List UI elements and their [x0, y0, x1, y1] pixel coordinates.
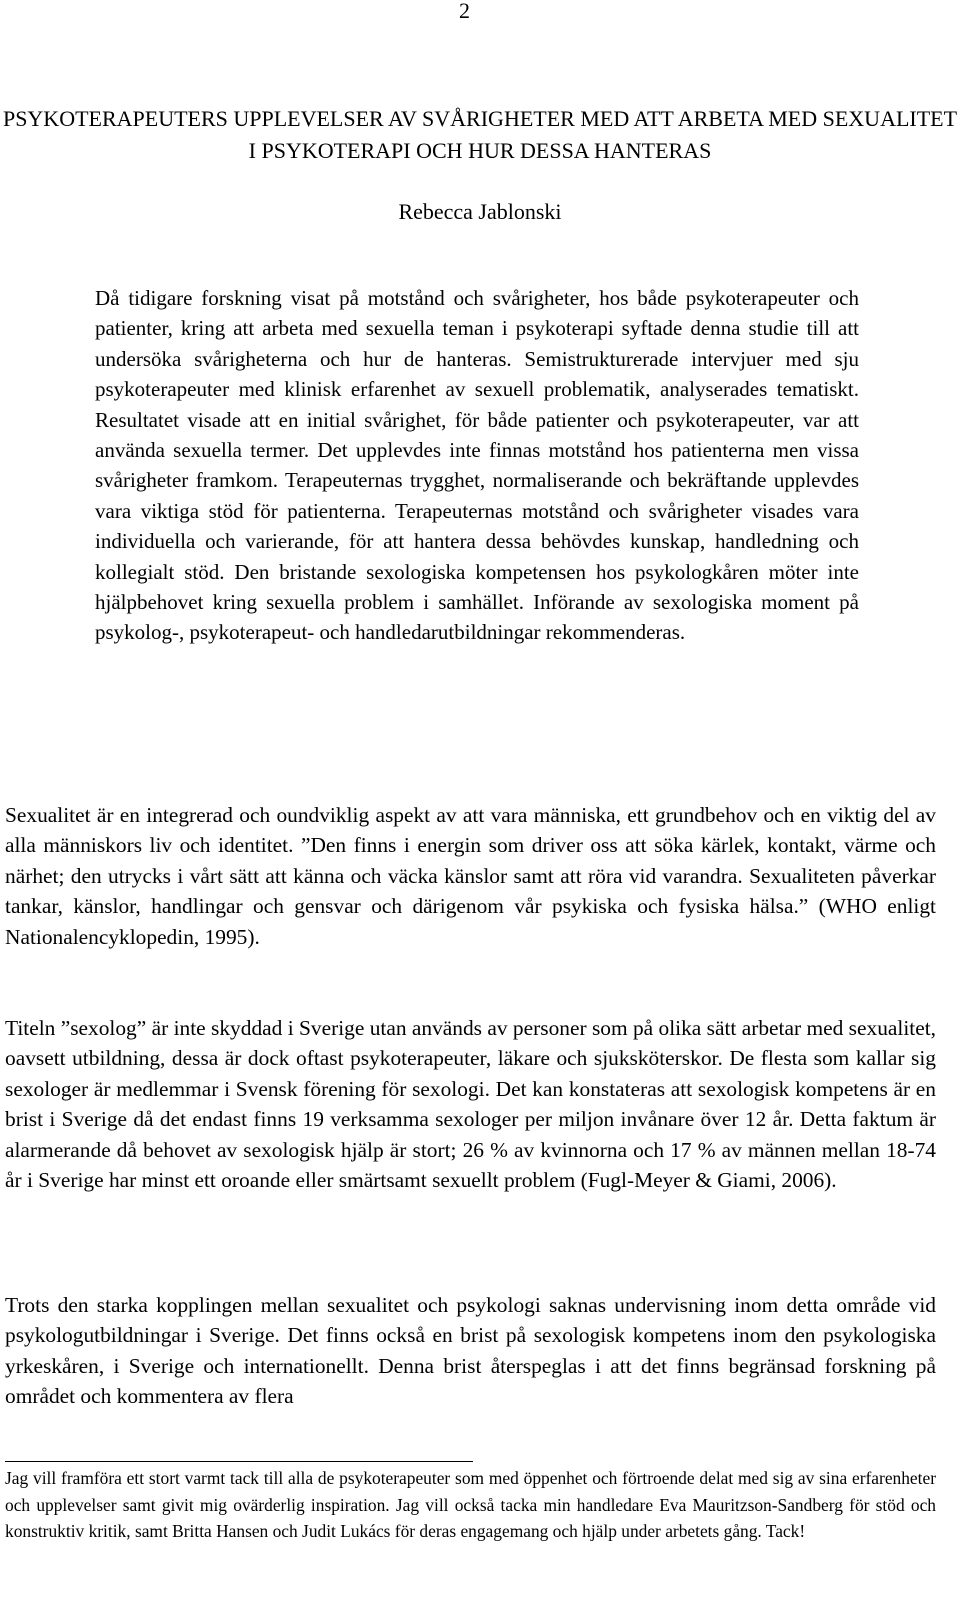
author-name: Rebecca Jablonski — [398, 199, 562, 224]
abstract: Då tidigare forskning visat på motstånd och svårigheter, hos både psykoterapeuter och patienter, kring att arbeta med sexuella teman i psykoterapi syftade denna studie till att undersöka svårigheterna och hur de hanteras. Semistrukturerade intervjuer med sju psykoterapeuter med klinisk erfarenhet av sexuell problematik, analyserades tematiskt. Resultatet visade att en initial svårighet, för både patienter och psykoterapeuter, var att använda sexuella termer. Det upplevdes inte finnas motstånd hos patienterna men vissa svårigheter framkom. Terapeuternas trygghet, normaliserande och bekräftande upplevdes vara viktiga stöd för patienterna. Terapeuternas motstånd och svårigheter visades vara individuella och varierande, för att hantera dessa behövdes kunskap, handledning och kollegialt stöd. Den bristande sexologiska kompetensen hos psykologkåren möter inte hjälpbehovet kring sexuella problem i samhället. Införande av sexologiska moment på psykolog-, psykoterapeut- och handledarutbildningar rekommenderas. — [95, 286, 859, 645]
body-paragraph: Titeln ”sexolog” är inte skyddad i Sverige utan används av personer som på olika sätt arbetar med sexualitet, oavsett utbildning, dessa är dock oftast psykoterapeuter, läkare och sjuksköterskor. De flesta som kallar sig sexologer är medlemmar i Svensk förening för sexologi. Det kan konstateras att sexologisk kompetens är en brist i Sverige då det endast finns 19 verksamma sexologer per miljon invånare över 12 år. Detta faktum är alarmerande då behovet av sexologisk hjälp är stort; 26 % av kvinnorna och 17 % av männen mellan 18-74 år i Sverige har minst ett oroande eller smärtsamt sexuellt problem (Fugl-Meyer & Giami, 2006). — [5, 1016, 936, 1193]
body-paragraph: Trots den starka kopplingen mellan sexualitet och psykologi saknas undervisning inom detta område vid psykologutbildningar i Sverige. Det finns också en brist på sexologisk kompetens inom den psykologiska yrkeskåren, i Sverige och internationellt. Denna brist återspeglas i att det finns begränsad forskning på området och kommentera av flera — [5, 1293, 936, 1409]
acknowledgement-footnote: Jag vill framföra ett stort varmt tack till alla de psykoterapeuter som med öppenhet och förtroende delat med sig av sina erfarenheter och upplevelser samt givit mig ovärderlig inspiration. Jag vill också tacka min handledare Eva Mauritzson-Sandberg för stöd och konstruktiv kritik, samt Britta Hansen och Judit Lukács för deras engagemang och hjälp under arbetets gång. Tack! — [5, 1468, 936, 1541]
paper-title: PSYKOTERAPEUTERS UPPLEVELSER AV SVÅRIGHETER MED ATT ARBETA MED SEXUALITET I PSYKOTERAPI OCH HUR DESSA HANTERAS — [2, 106, 958, 163]
body-paragraph: Sexualitet är en integrerad och oundviklig aspekt av att vara människa, ett grundbehov och en viktig del av alla människors liv och identitet. ”Den finns i energin som driver oss att söka kärlek, kontakt, värme och närhet; den utrycks i vårt sätt att känna och väcka känslor samt att röra vid varandra. Sexualiteten påverkar tankar, känslor, handlingar och gensvar och därigenom vår psykiska och fysiska hälsa.” (WHO enligt Nationalencyklopedin, 1995). — [5, 803, 936, 949]
footnote-separator — [5, 1461, 473, 1462]
page-number: 2 — [459, 0, 470, 23]
